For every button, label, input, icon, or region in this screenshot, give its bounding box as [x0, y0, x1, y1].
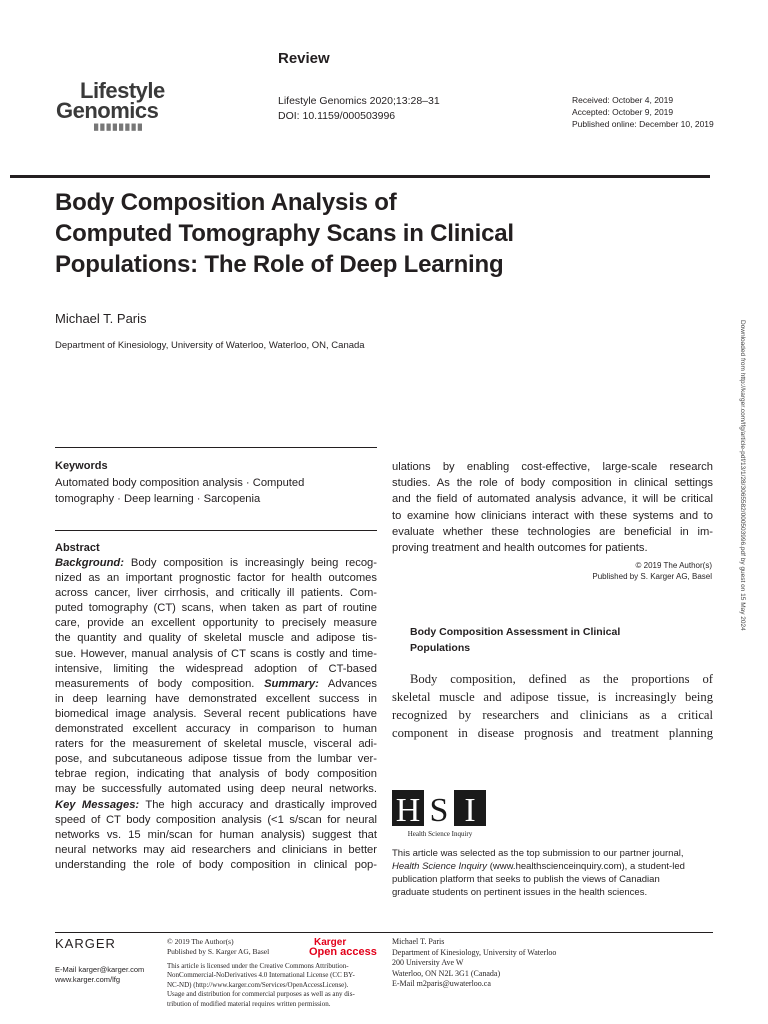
abstract-line: care, provide an excellent opportunity to precisely measure — [55, 617, 377, 630]
title-line: Populations: The Role of Deep Learning — [55, 251, 504, 278]
journal-logo-line1: Lifestyle — [80, 78, 165, 103]
abstract-line: tebrae region, indicating that analysis of body composition — [55, 768, 377, 781]
article-title — [55, 187, 675, 280]
keywords-list — [55, 475, 377, 507]
license-line: Usage and distribution for commercial purposes as well as any dis- — [167, 990, 355, 999]
abstract-line: proving treatment and health outcomes for patients. — [392, 542, 648, 555]
open-access-logo-line2: Open access — [309, 946, 377, 958]
header-rule — [10, 175, 710, 178]
correspondence-email[interactable]: E-Mail m2paris@uwaterloo.ca — [392, 979, 491, 989]
journal-logo-barcode: ████████ — [94, 125, 145, 131]
title-line: Body Composition Analysis of — [55, 189, 397, 216]
body-line: Body composition, defined as the proportions of — [410, 672, 713, 686]
keywords-rule — [55, 447, 377, 448]
abstract-line: biomedical image analysis. Several recent publications have — [55, 707, 377, 720]
license-line[interactable]: NC-ND) (http://www.karger.com/Services/OpenAccessLicense). — [167, 980, 349, 989]
footer-contact — [55, 965, 144, 985]
footer-publisher-line: Published by S. Karger AG, Basel — [167, 946, 270, 956]
publisher-line: Published by S. Karger AG, Basel — [592, 572, 712, 581]
abstract-line: intensive, limiting the widespread adoption of CT-based — [55, 662, 377, 675]
correspondence-line: Waterloo, ON N2L 3G1 (Canada) — [392, 968, 501, 978]
body-line: component in disease prognosis and treatment planning — [392, 726, 713, 740]
abstract-line: evaluate whether these technologies are beneficial in im- — [392, 525, 713, 538]
article-dates — [572, 94, 714, 130]
hsi-journal-name: Health Science Inquiry — [392, 861, 488, 872]
abstract-line: may be successfully automated using deep neural networks. — [55, 783, 377, 796]
body-line: skeletal muscle and adipose tissue, is increasingly being — [392, 690, 713, 704]
keywords-line: Automated body composition analysis · Computed — [55, 477, 305, 489]
copyright-line: © 2019 The Author(s) — [635, 561, 712, 570]
caption-line: This article was selected as the top submission to our partner journal, — [392, 848, 684, 859]
abstract-line: neural networks may aid researchers and clinicians in better — [55, 843, 377, 856]
hsi-letter: H — [395, 792, 421, 829]
caption-line: publication platform that seeks to publish the views of Canadian — [392, 874, 660, 885]
download-note[interactable]: Downloaded from http://karger.com/lfg/article-pdf/13/1/28/3065582/000503996.pdf by guest on 15 May 2024 — [739, 320, 746, 631]
footer-web[interactable]: www.karger.com/lfg — [55, 974, 121, 984]
author-affiliation: Department of Kinesiology, University of Waterloo, Waterloo, ON, Canada — [55, 340, 365, 351]
hsi-letter: I — [464, 792, 476, 829]
abstract-line: puted tomography (CT) scans, when taken as part of routine — [55, 602, 377, 615]
body-line: recognized by researchers and clinicians as a critical — [392, 708, 713, 722]
date-published: Published online: December 10, 2019 — [572, 119, 714, 129]
correspondence-address — [392, 937, 556, 990]
abstract-line: demonstrated excellent accuracy in comparison to human — [55, 723, 377, 736]
keywords-heading: Keywords — [55, 460, 108, 472]
hsi-subtitle: Health Science Inquiry — [407, 830, 473, 838]
footer-copyright-line: © 2019 The Author(s) — [167, 937, 234, 946]
correspondence-name: Michael T. Paris — [392, 937, 445, 946]
hsi-letter: S — [429, 792, 449, 829]
abstract-line: raters for the measurement of skeletal muscle, visceral adi- — [55, 738, 377, 751]
abstract-line: across cancer, liver cirrhosis, and critically ill patients. Com- — [55, 587, 377, 600]
abstract-line: ulations by enabling cost-effective, large-scale research — [392, 461, 713, 473]
date-received: Received: October 4, 2019 — [572, 95, 674, 105]
citation-doi[interactable]: DOI: 10.1159/000503996 — [278, 110, 396, 122]
citation-journal: Lifestyle Genomics 2020;13:28–31 — [278, 95, 440, 107]
background-label: Background: — [55, 557, 124, 569]
abstract-heading: Abstract — [55, 542, 100, 554]
karger-logo: KARGER — [55, 936, 116, 951]
abstract-line: speed of CT body composition analysis (<1 s/scan for neural — [55, 813, 377, 826]
download-sidebar — [734, 320, 748, 800]
summary-label: Summary: — [264, 677, 319, 690]
keywords-line: tomography · Deep learning · Sarcopenia — [55, 493, 261, 505]
journal-logo-line2: Genomics — [56, 98, 159, 123]
section-body — [392, 670, 713, 742]
abstract-rule — [55, 530, 377, 531]
abstract-line: to examine how clinicians interact with these systems and to — [392, 509, 713, 522]
abstract-line: Background: Body composition is increasingly being recog- — [55, 557, 377, 569]
open-access-logo-line1: Karger — [314, 937, 347, 948]
hsi-caption — [392, 847, 714, 899]
abstract-line: networks vs. 15 min/scan for human analysis) suggest that — [55, 828, 377, 841]
footer-email[interactable]: E-Mail karger@karger.com — [55, 965, 145, 974]
section-heading-line: Populations — [410, 642, 471, 654]
hsi-logo-graphic — [392, 788, 490, 838]
abstract-line: sue. However, manual analysis of CT scans is costly and time- — [55, 647, 377, 660]
abstract-continuation — [392, 459, 713, 556]
abstract-line: in deep learning have demonstrated excellent success in — [55, 692, 377, 705]
abstract-line: Key Messages: The high accuracy and drastically improved — [55, 798, 378, 811]
footer-rule — [55, 932, 713, 933]
footer-copyright — [167, 937, 269, 957]
correspondence-line: 200 University Ave W — [392, 958, 464, 968]
author-name: Michael T. Paris — [55, 311, 147, 326]
title-line: Computed Tomography Scans in Clinical — [55, 220, 514, 247]
hsi-logo — [392, 788, 490, 838]
date-accepted: Accepted: October 9, 2019 — [572, 107, 674, 117]
abstract-line: understanding the role of body composition in clinical pop- — [55, 858, 377, 871]
footer-license — [167, 962, 377, 1009]
section-label: Review — [278, 50, 330, 67]
abstract-line: studies. As the role of body composition in clinical settings — [392, 477, 713, 490]
abstract-line: and the field of automated analysis advance, it will be critical — [392, 493, 713, 506]
correspondence-line: Department of Kinesiology, University of Waterloo — [392, 947, 557, 957]
abstract-copyright — [450, 560, 712, 582]
license-line: This article is licensed under the Creative Commons Attribution- — [167, 962, 349, 970]
abstract-line: measurements of body composition. Summary: Advances — [55, 677, 377, 690]
key-messages-label: Key Messages: — [55, 798, 140, 811]
license-line: NonCommercial-NoDerivatives 4.0 International License (CC BY- — [167, 971, 355, 980]
caption-line: graduate students on pertinent issues in the health sciences. — [392, 887, 648, 898]
section-heading-line: Body Composition Assessment in Clinical — [410, 626, 621, 638]
abstract-line: nized as an important prognostic factor for health outcomes — [55, 572, 377, 585]
abstract-text — [55, 556, 377, 873]
section-heading — [410, 624, 680, 656]
abstract-line: pose, and subcutaneous adipose tissue from the lumbar ver- — [55, 753, 377, 766]
license-line: tribution of modified material requires written permission. — [167, 999, 331, 1008]
caption-line: Health Science Inquiry (www.healthscienceinquiry.com), a student-led — [392, 861, 685, 872]
abstract-line: the quantity and quality of skeletal muscle and adipose tis- — [55, 632, 377, 645]
